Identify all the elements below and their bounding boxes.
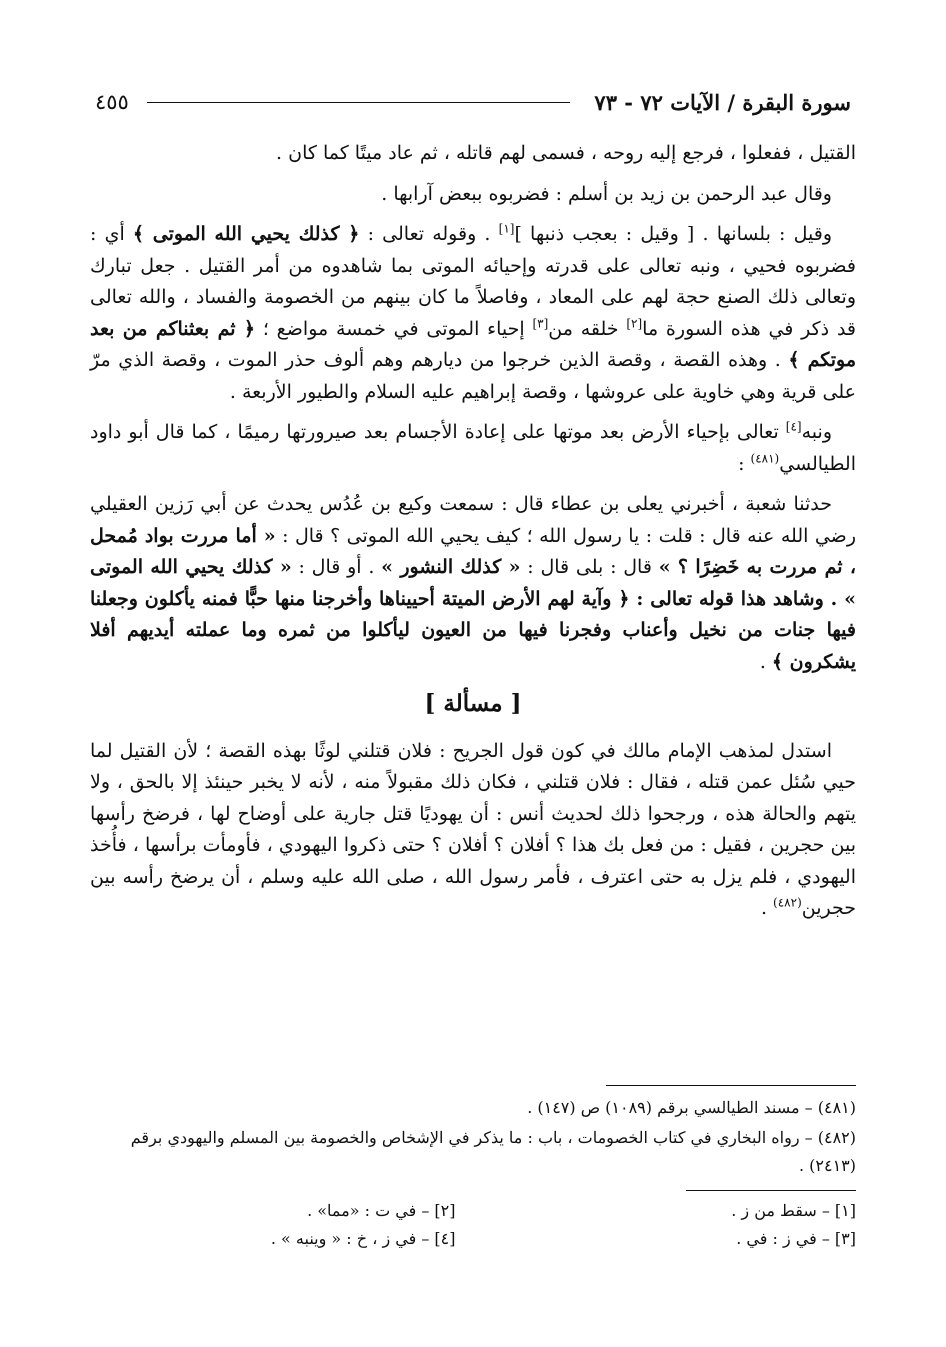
hadith-quote: « كذلك النشور » — [381, 556, 521, 578]
variant-notes — [95, 1197, 856, 1253]
quran-quote: ﴿ كذلك يحيي الله الموتى ﴾ — [132, 223, 360, 245]
variants-rule — [686, 1190, 856, 1191]
header-rule — [147, 102, 571, 103]
paragraph-6: استدل لمذهب الإمام مالك في كون قول الجريح : فلان قتلني لوثًا بهذه القصة ؛ لأن القتيل لما حيي سُئل عمن قتله ، فقال : فلان قتلني ، فكان ذلك مقبولاً منه ، لأنه لا يخبر حينئذ إلا بالحق ، ولا يتهم والحالة هذه ، ورجحوا ذلك لحديث أنس : أن يهوديًا قتل جارية على أوضاح لها ، فرضخ رأسها بين حجرين ، فقيل : من فعل بك هذا ؟ أفلان ؟ أفلان ؟ حتى ذكروا اليهودي ، فأومأت برأسها ، فأُخذ اليهودي ، فلم يزل به حتى اعترف ، فأمر رسول الله ، صلى الله عليه وسلم ، أن يرضخ رأسه بين حجرين$^{(٤٨٢)}$ . — [90, 739, 856, 919]
paragraph-4: ونبه[٤] تعالى بإحياء الأرض بعد موتها على إعادة الأجسام بعد صيرورتها رميمًا ، كما قال أبو داود الطيالسي$^{(٤٨١)}$ : — [90, 419, 856, 475]
page-header — [95, 84, 851, 120]
page-number: ٤٥٥ — [95, 90, 129, 114]
variant-ref-4: [٤] — [785, 419, 802, 434]
variant-ref-2: [٢] — [626, 316, 643, 331]
hadith-quote: « أما مررت بواد مُمحل ، ثم مررت به خَضِرًا ؟ » — [90, 524, 856, 578]
variant-note-2: [٢] – في ت : «مما» . — [307, 1201, 456, 1220]
surah-title: سورة البقرة / الآيات ٧٢ - ٧٣ — [594, 89, 851, 115]
paragraph-5: حدثنا شعبة ، أخبرني يعلى بن عطاء قال : سمعت وكيع بن عُدُس يحدث عن أبي رَزين العقيلي رضي الله عنه قال : قلت : يا رسول الله ؛ كيف يحيي الله الموتى ؟ قال : « أما مررت بواد مُمحل ، ثم مررت به خَضِرًا ؟ » قال : بلى قال : « كذلك النشور » . أو قال : « كذلك يحيي الله الموتى » . وشاهد هذا قوله تعالى : ﴿ وآية لهم الأرض الميتة أحييناها وأخرجنا منها حبًّا فمنه يأكلون وجعلنا فيها جنات من نخيل وأعناب وفجرنا فيها من العيون ليأكلوا من ثمره وما عملته أيديهم أفلا يشكرون ﴾ . — [90, 493, 856, 673]
quran-quote: ﴿ ثم بعثناكم من بعد موتكم ﴾ — [90, 317, 856, 371]
footnote-ref-482: (٤٨٢) — [773, 895, 802, 910]
variant-note-1: [١] – سقط من ز . — [731, 1201, 856, 1220]
footnotes — [95, 1085, 856, 1253]
variant-note-4: [٤] – في ز ، خ : « وينبه » . — [270, 1229, 456, 1248]
footnote-482: (٤٨٢) – رواه البخاري في كتاب الخصومات ، باب : ما يذكر في الإشخاص والخصومة بين المسلم واليهودي برقم (٢٤١٣) . — [130, 1128, 856, 1175]
footnote-rule — [606, 1085, 856, 1086]
variant-note-3: [٣] – في ز : في . — [736, 1229, 856, 1248]
footnote-481: (٤٨١) – مسند الطيالسي برقم (١٠٨٩) ص (١٤٧) . — [527, 1098, 856, 1117]
section-heading: [ مسألة ] — [424, 690, 522, 717]
variant-ref-1: [١] — [498, 221, 515, 236]
paragraph-3: وقيل : بلسانها . [ وقيل : بعجب ذنبها ][١] . وقوله تعالى : ﴿ كذلك يحيي الله الموتى ﴾ أي : فضربوه فحيي ، ونبه تعالى على قدرته وإحيائه الموتى بما شاهدوه من أمر القتيل . جعل تبارك وتعالى ذلك الصنع حجة لهم على المعاد ، وفاصلاً ما كان بينهم من الخصومة والفساد ، والله تعالى قد ذكر في هذه السورة ما[٢] خلقه من[٣] إحياء الموتى في خمسة مواضع ؛ ﴿ ثم بعثناكم من بعد موتكم ﴾ . وهذه القصة ، وقصة الذين خرجوا من ديارهم وهم ألوف حذر الموت ، وقصة الذي مرّ على قرية وهي خاوية على عروشها ، وقصة إبراهيم عليه السلام والطيور الأربعة . — [90, 221, 856, 403]
paragraph-1: القتيل ، ففعلوا ، فرجع إليه روحه ، فسمى لهم قاتله ، ثم عاد ميتًا كما كان . — [276, 142, 856, 164]
main-text — [90, 138, 856, 934]
footnote-ref-481: (٤٨١) — [750, 451, 780, 466]
quran-quote: « كذلك يحيي الله الموتى » . وشاهد هذا قوله تعالى : ﴿ وآية لهم الأرض الميتة أحييناها وأخرجنا منها حبًّا فمنه يأكلون وجعلنا فيها جنات من نخيل وأعناب وفجرنا فيها من العيون ليأكلوا من ثمره وما عملته أيديهم أفلا يشكرون ﴾ — [90, 556, 856, 673]
variant-ref-3: [٣] — [532, 316, 549, 331]
paragraph-2: وقال عبد الرحمن بن زيد بن أسلم : فضربوه ببعض آرابها . — [381, 182, 832, 205]
